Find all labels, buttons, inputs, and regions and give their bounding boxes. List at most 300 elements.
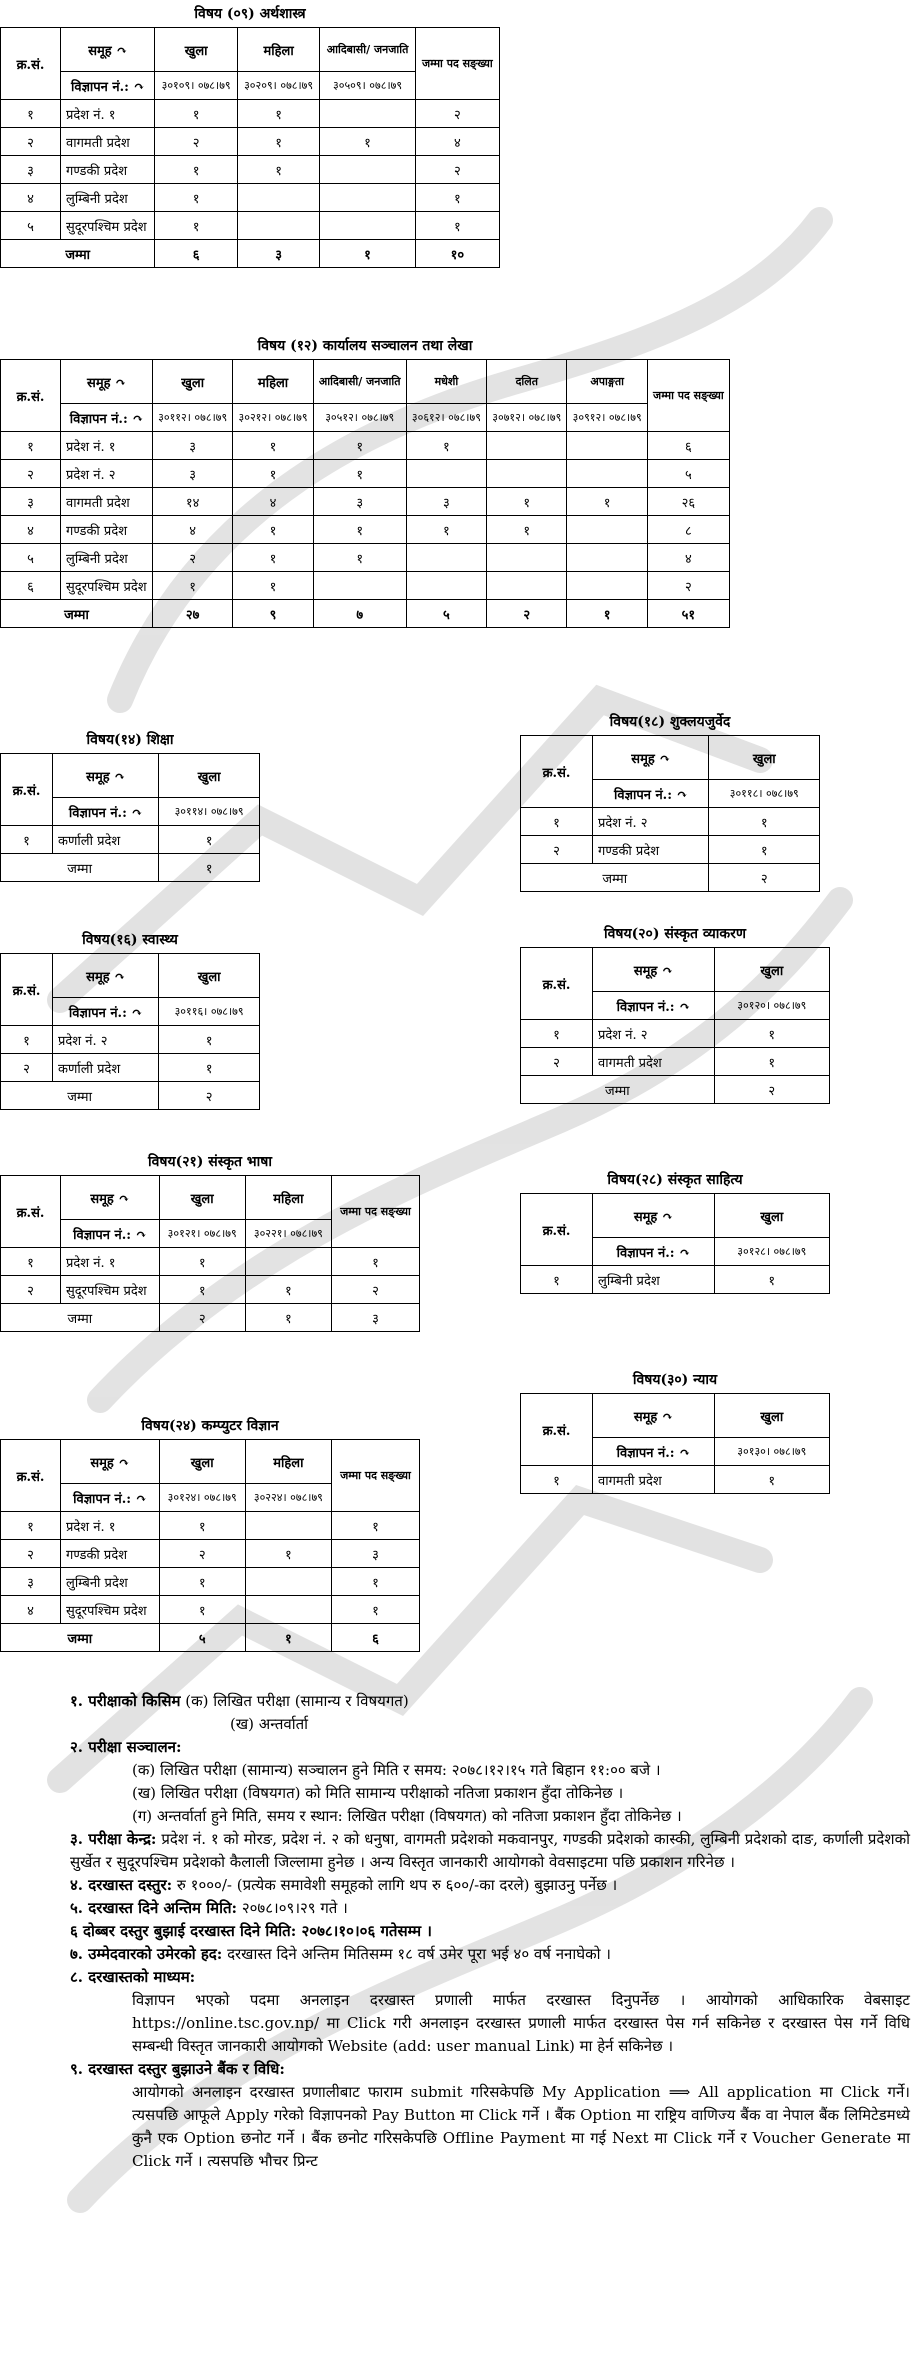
value-cell: १ (1, 826, 53, 854)
header-serial: क्र.सं. (1, 360, 61, 432)
ad-no: ३०११२। ०७८।७९ (152, 404, 232, 432)
value-cell: १ (1, 1248, 61, 1276)
header-ad-no: विज्ञापन नं.: ↷ (61, 72, 155, 100)
table-row (1, 1568, 420, 1596)
header-group: समूह ↷ (593, 1194, 715, 1238)
value-cell: १ (159, 1596, 245, 1624)
table-row (1, 128, 500, 156)
header-women: महिला (245, 1176, 331, 1220)
value-cell: २ (1, 460, 61, 488)
value-cell: १ (233, 432, 313, 460)
table-row (1, 1512, 420, 1540)
value-cell: १ (331, 1596, 419, 1624)
province-cell: प्रदेश नं. २ (593, 1020, 715, 1048)
header-ad-no: विज्ञापन नं.: ↷ (53, 798, 159, 826)
value-cell (487, 460, 567, 488)
header-open: खुला (155, 28, 237, 72)
value-cell: १ (521, 1266, 593, 1294)
total-cell: ५ (159, 1624, 245, 1652)
value-cell: ४ (1, 1596, 61, 1624)
value-cell: १ (313, 460, 406, 488)
ad-no: ३०११६। ०७८।७९ (159, 998, 260, 1026)
ad-no: ३०१२०। ०७८।७९ (714, 992, 829, 1020)
header-open: खुला (159, 1176, 245, 1220)
value-cell: २ (152, 544, 232, 572)
header-serial: क्र.सं. (521, 1194, 593, 1266)
value-cell: २ (1, 1540, 61, 1568)
value-cell: ३ (1, 488, 61, 516)
value-cell: १ (155, 100, 237, 128)
ad-no: ३०११८। ०७८।७९ (709, 780, 820, 808)
header-indigenous: आदिबासी/ जनजाति (313, 360, 406, 404)
note-4: ४. दरखास्त दस्तुर: रु १०००/- (प्रत्येक समावेशी समूहको लागि थप रु ६००/-का दरले) बुझाउनु पर्नेछ । (70, 1876, 618, 1894)
table-14-title: विषय(१४) शिक्षा (86, 732, 174, 748)
ad-no: ३०५०९। ०७८।७९ (320, 72, 415, 100)
header-disabled: अपाङ्गता (567, 360, 647, 404)
value-cell: १ (1, 432, 61, 460)
value-cell: ५ (647, 460, 729, 488)
value-cell (245, 1596, 331, 1624)
table-row (1, 212, 500, 240)
province-cell: लुम्बिनी प्रदेश (61, 184, 155, 212)
value-cell: १ (331, 1512, 419, 1540)
value-cell: २६ (647, 488, 729, 516)
note-1-b: (ख) अन्तर्वार्ता (230, 1715, 309, 1733)
table-row (521, 1266, 830, 1294)
table-21-block (0, 1152, 420, 1332)
note-7: ७. उम्मेदवारको उमेरको हद: दरखास्त दिने अन्तिम मितिसम्म १८ वर्ष उमेर पूरा भई ४० वर्ष ननाघेको । (70, 1945, 611, 1963)
value-cell: २ (415, 100, 499, 128)
header-dalit: दलित (487, 360, 567, 404)
value-cell: १ (159, 1276, 245, 1304)
ad-no: ३०५१२। ०७८।७९ (313, 404, 406, 432)
header-women: महिला (233, 360, 313, 404)
table-16-block (0, 930, 260, 1110)
value-cell: १ (1, 1026, 53, 1054)
value-cell: १ (237, 128, 319, 156)
table-18 (520, 735, 820, 892)
total-cell: १ (245, 1304, 331, 1332)
value-cell: ३ (152, 460, 232, 488)
province-cell: वागमती प्रदेश (593, 1466, 715, 1494)
value-cell: ६ (1, 572, 61, 600)
header-serial: क्र.सं. (1, 954, 53, 1026)
value-cell: ८ (647, 516, 729, 544)
value-cell: ४ (1, 516, 61, 544)
value-cell: ४ (152, 516, 232, 544)
header-group: समूह ↷ (53, 754, 159, 798)
note-5: ५. दरखास्त दिने अन्तिम मिति: २०७८।०९।२९ गते । (70, 1899, 348, 1917)
total-cell: २७ (152, 600, 232, 628)
value-cell: १४ (152, 488, 232, 516)
table-row (521, 1048, 830, 1076)
value-cell (567, 572, 647, 600)
value-cell: १ (521, 1020, 593, 1048)
province-cell: गण्डकी प्रदेश (61, 516, 153, 544)
value-cell: १ (487, 516, 567, 544)
note-1: १. परीक्षाको किसिम (क) लिखित परीक्षा (सामान्य र विषयगत) (70, 1692, 409, 1710)
total-cell: ३ (237, 240, 319, 268)
header-total-posts: जम्मा पद सङ्ख्या (647, 360, 729, 432)
value-cell (487, 432, 567, 460)
ad-no: ३०११४। ०७८।७९ (159, 798, 260, 826)
table-28-title: विषय(२८) संस्कृत साहित्य (607, 1172, 743, 1188)
value-cell: १ (567, 488, 647, 516)
value-cell (567, 544, 647, 572)
province-cell: कर्णाली प्रदेश (53, 1054, 159, 1082)
province-cell: प्रदेश नं. २ (593, 808, 709, 836)
value-cell: १ (152, 572, 232, 600)
value-cell: १ (159, 1026, 260, 1054)
province-cell: प्रदेश नं. २ (53, 1026, 159, 1054)
value-cell (406, 460, 486, 488)
province-cell: सुदूरपश्चिम प्रदेश (61, 1276, 160, 1304)
value-cell: १ (313, 432, 406, 460)
value-cell (245, 1512, 331, 1540)
table-18-title: विषय(१८) शुक्लयजुर्वेद (609, 714, 731, 730)
value-cell (320, 156, 415, 184)
table-row (1, 1248, 420, 1276)
value-cell: १ (709, 808, 820, 836)
value-cell: १ (415, 212, 499, 240)
value-cell: १ (1, 1512, 61, 1540)
value-cell: १ (245, 1276, 331, 1304)
value-cell (313, 572, 406, 600)
note-8-text: विज्ञापन भएको पदमा अनलाइन दरखास्त प्रणाली मार्फत दरखास्त दिनुपर्नेछ । आयोगको आधिकारिक वेबसाइट https://online.tsc.gov.np/ मा Click गरी अनलाइन दरखास्त प्रणाली मार्फत दरखास्त पेस गर्न सकिनेछ र दरखास्त पेस गर्ने विधि सम्बन्धी विस्तृत जानकारी आयोगको Website (add: user manual Link) मा हेर्न सकिनेछ । (132, 1991, 910, 2055)
table-row (521, 808, 820, 836)
value-cell: १ (521, 808, 593, 836)
note-8: ८. दरखास्तको माध्यम: (70, 1968, 196, 1986)
header-madhesi: मधेशी (406, 360, 486, 404)
table-row (1, 184, 500, 212)
table-20-title: विषय(२०) संस्कृत व्याकरण (604, 926, 746, 942)
note-6: ६ दोब्बर दस्तुर बुझाई दरखास्त दिने मिति: २०७८।१०।०६ गतेसम्म । (70, 1922, 432, 1940)
table-row (1, 1540, 420, 1568)
value-cell: २ (1, 1276, 61, 1304)
total-label: जम्मा (1, 600, 153, 628)
table-30-title: विषय(३०) न्याय (632, 1372, 718, 1388)
table-12-title: विषय (१२) कार्यालय सञ्चालन तथा लेखा (257, 338, 473, 354)
header-group: समूह ↷ (593, 736, 709, 780)
province-cell: सुदूरपश्चिम प्रदेश (61, 212, 155, 240)
value-cell: २ (521, 1048, 593, 1076)
total-cell: १ (159, 854, 260, 882)
value-cell: १ (313, 544, 406, 572)
total-cell: २ (159, 1304, 245, 1332)
province-cell: प्रदेश नं. १ (61, 1248, 160, 1276)
header-women: महिला (245, 1440, 331, 1484)
value-cell: १ (331, 1568, 419, 1596)
total-cell: ९ (233, 600, 313, 628)
value-cell: ५ (1, 212, 61, 240)
note-2: २. परीक्षा सञ्चालन: (70, 1738, 182, 1756)
header-ad-no: विज्ञापन नं.: ↷ (53, 998, 159, 1026)
table-21-title: विषय(२१) संस्कृत भाषा (147, 1154, 272, 1170)
note-2-c: (ग) अन्तर्वार्ता हुने मिति, समय र स्थान: लिखित परीक्षा (विषयगत) को नतिजा प्रकाशन हुँदा तोकिनेछ । (132, 1807, 682, 1825)
header-ad-no: विज्ञापन नं.: ↷ (61, 1484, 160, 1512)
table-14-block (0, 730, 260, 882)
total-label: जम्मा (521, 1076, 715, 1104)
table-28 (520, 1193, 830, 1294)
header-serial: क्र.सं. (1, 1440, 61, 1512)
table-row (1, 156, 500, 184)
province-cell: प्रदेश नं. २ (61, 460, 153, 488)
table-row (1, 1054, 260, 1082)
value-cell: १ (233, 460, 313, 488)
value-cell: १ (155, 184, 237, 212)
table-row (521, 836, 820, 864)
header-ad-no: विज्ञापन नं.: ↷ (61, 1220, 160, 1248)
value-cell: ४ (415, 128, 499, 156)
ad-no: ३०१३०। ०७८।७९ (714, 1438, 829, 1466)
total-cell: ७ (313, 600, 406, 628)
value-cell: १ (233, 544, 313, 572)
table-row (1, 544, 730, 572)
header-group: समूह ↷ (61, 360, 153, 404)
table-09-block (0, 4, 500, 268)
header-ad-no: विज्ञापन नं.: ↷ (61, 404, 153, 432)
table-16 (0, 953, 260, 1110)
value-cell: १ (159, 1568, 245, 1596)
total-cell: ६ (155, 240, 237, 268)
value-cell (320, 100, 415, 128)
value-cell (567, 460, 647, 488)
value-cell (406, 544, 486, 572)
value-cell: ४ (647, 544, 729, 572)
table-row (1, 460, 730, 488)
total-label: जम्मा (1, 1624, 160, 1652)
value-cell: १ (313, 516, 406, 544)
header-ad-no: विज्ञापन नं.: ↷ (593, 992, 715, 1020)
value-cell (567, 516, 647, 544)
value-cell: २ (1, 128, 61, 156)
province-cell: प्रदेश नं. १ (61, 432, 153, 460)
table-16-title: विषय(१६) स्वास्थ्य (82, 932, 178, 948)
table-30-block (520, 1370, 830, 1494)
value-cell: १ (714, 1020, 829, 1048)
value-cell: २ (415, 156, 499, 184)
ad-no: ३०१२१। ०७८।७९ (159, 1220, 245, 1248)
value-cell: १ (415, 184, 499, 212)
value-cell: ३ (313, 488, 406, 516)
table-30 (520, 1393, 830, 1494)
value-cell: ४ (1, 184, 61, 212)
table-20 (520, 947, 830, 1104)
province-cell: सुदूरपश्चिम प्रदेश (61, 1596, 160, 1624)
value-cell (487, 544, 567, 572)
table-row (1, 432, 730, 460)
value-cell: १ (714, 1466, 829, 1494)
value-cell: १ (159, 1054, 260, 1082)
table-28-block (520, 1170, 830, 1294)
value-cell (237, 184, 319, 212)
province-cell: प्रदेश नं. १ (61, 1512, 160, 1540)
value-cell: ६ (647, 432, 729, 460)
header-total-posts: जम्मा पद सङ्ख्या (415, 28, 499, 100)
total-cell: ५१ (647, 600, 729, 628)
table-12-block (0, 336, 730, 628)
value-cell: ३ (1, 1568, 61, 1596)
note-9-text: आयोगको अनलाइन दरखास्त प्रणालीबाट फाराम submit गरिसकेपछि My Application ⟹ All application मा Click गर्ने। त्यसपछि आफूले Apply गरेको विज्ञापनको Pay Button मा Click गर्ने । बैंक Option मा राष्ट्रिय वाणिज्य बैंक वा नेपाल बैंक लिमिटेडमध्ये कुनै एक Option छनोट गर्ने । बैंक छनोट गरिसकेपछि Offline Payment मा गई Next मा Click गर्ने र Voucher Generate मा Click गर्ने । त्यसपछि भौचर प्रिन्ट (132, 2083, 910, 2170)
value-cell: २ (159, 1540, 245, 1568)
table-09 (0, 27, 500, 268)
table-21 (0, 1175, 420, 1332)
value-cell: ३ (1, 156, 61, 184)
header-women: महिला (237, 28, 319, 72)
province-cell: वागमती प्रदेश (593, 1048, 715, 1076)
ad-no: ३०२०९। ०७८।७९ (237, 72, 319, 100)
province-cell: सुदूरपश्चिम प्रदेश (61, 572, 153, 600)
total-cell: २ (709, 864, 820, 892)
total-cell: २ (159, 1082, 260, 1110)
value-cell: १ (159, 1512, 245, 1540)
ad-no: ३०१२४। ०७८।७९ (159, 1484, 245, 1512)
table-24-block (0, 1416, 420, 1652)
ad-no: ३०७१२। ०७८।७९ (487, 404, 567, 432)
table-row (1, 1596, 420, 1624)
value-cell: ५ (1, 544, 61, 572)
value-cell: २ (647, 572, 729, 600)
header-ad-no: विज्ञापन नं.: ↷ (593, 780, 709, 808)
value-cell: २ (1, 1054, 53, 1082)
header-open: खुला (159, 1440, 245, 1484)
total-cell: ५ (406, 600, 486, 628)
table-row (1, 100, 500, 128)
table-row (1, 1026, 260, 1054)
province-cell: लुम्बिनी प्रदेश (593, 1266, 715, 1294)
value-cell: ३ (406, 488, 486, 516)
province-cell: वागमती प्रदेश (61, 488, 153, 516)
table-row (1, 516, 730, 544)
ad-no: ३०२१२। ०७८।७९ (233, 404, 313, 432)
instructions (70, 1690, 910, 2173)
total-cell: १ (245, 1624, 331, 1652)
header-serial: क्र.सं. (521, 736, 593, 808)
province-cell: गण्डकी प्रदेश (61, 1540, 160, 1568)
table-row (1, 488, 730, 516)
header-indigenous: आदिबासी/ जनजाति (320, 28, 415, 72)
header-group: समूह ↷ (61, 1440, 160, 1484)
value-cell: १ (237, 100, 319, 128)
header-open: खुला (714, 1394, 829, 1438)
province-cell: कर्णाली प्रदेश (53, 826, 159, 854)
value-cell: २ (521, 836, 593, 864)
header-group: समूह ↷ (61, 1176, 160, 1220)
value-cell: ३ (152, 432, 232, 460)
total-label: जम्मा (1, 854, 159, 882)
header-serial: क्र.सं. (1, 1176, 61, 1248)
table-14 (0, 753, 260, 882)
table-09-title: विषय (०९) अर्थशास्त्र (194, 6, 306, 22)
note-2-a: (क) लिखित परीक्षा (सामान्य) सञ्चालन हुने मिति र समय: २०७८।१२।१५ गते बिहान ११:०० बजे । (132, 1761, 661, 1779)
value-cell (320, 212, 415, 240)
total-label: जम्मा (1, 1082, 159, 1110)
note-9: ९. दरखास्त दस्तुर बुझाउने बैंक र विधि: (70, 2060, 285, 2078)
value-cell: २ (155, 128, 237, 156)
value-cell: १ (155, 156, 237, 184)
header-open: खुला (159, 754, 260, 798)
value-cell (567, 432, 647, 460)
total-cell: १० (415, 240, 499, 268)
province-cell: प्रदेश नं. १ (61, 100, 155, 128)
total-cell: १ (320, 240, 415, 268)
note-2-b: (ख) लिखित परीक्षा (विषयगत) को मिति सामान्य परीक्षाको नतिजा प्रकाशन हुँदा तोकिनेछ । (132, 1784, 624, 1802)
value-cell: १ (521, 1466, 593, 1494)
table-12 (0, 359, 730, 628)
value-cell (487, 572, 567, 600)
header-total-posts: जम्मा पद सङ्ख्या (331, 1440, 419, 1512)
value-cell: ३ (331, 1540, 419, 1568)
ad-no: ३०१२८। ०७८।७९ (714, 1238, 829, 1266)
ad-no: ३०६१२। ०७८।७९ (406, 404, 486, 432)
table-row (521, 1466, 830, 1494)
value-cell: १ (159, 826, 260, 854)
province-cell: लुम्बिनी प्रदेश (61, 544, 153, 572)
total-cell: २ (487, 600, 567, 628)
value-cell: १ (245, 1540, 331, 1568)
province-cell: गण्डकी प्रदेश (61, 156, 155, 184)
header-serial: क्र.सं. (521, 1394, 593, 1466)
table-row (521, 1020, 830, 1048)
table-row (1, 572, 730, 600)
note-3: ३. परीक्षा केन्द्र: प्रदेश नं. १ को मोरङ, प्रदेश नं. २ को धनुषा, वागमती प्रदेशको मकवानपुर, गण्डकी प्रदेशको कास्की, लुम्बिनी प्रदेशको दाङ, कर्णाली प्रदेशको सुर्खेत र सुदूरपश्चिम प्रदेशको कैलाली जिल्लामा हुनेछ । अन्य विस्तृत जानकारी आयोगको वेवसाइटमा पछि प्रकाशन गरिनेछ । (70, 1830, 910, 1871)
header-group: समूह ↷ (61, 28, 155, 72)
header-open: खुला (714, 948, 829, 992)
value-cell: १ (714, 1266, 829, 1294)
province-cell: वागमती प्रदेश (61, 128, 155, 156)
ad-no: ३०१०९। ०७८।७९ (155, 72, 237, 100)
total-cell: ६ (331, 1624, 419, 1652)
table-row (1, 826, 260, 854)
total-label: जम्मा (1, 240, 155, 268)
table-20-block (520, 924, 830, 1104)
value-cell: १ (406, 432, 486, 460)
header-serial: क्र.सं. (521, 948, 593, 1020)
value-cell: १ (714, 1048, 829, 1076)
value-cell (245, 1248, 331, 1276)
value-cell: २ (331, 1276, 419, 1304)
value-cell: १ (320, 128, 415, 156)
header-open: खुला (714, 1194, 829, 1238)
value-cell (245, 1568, 331, 1596)
table-24 (0, 1439, 420, 1652)
value-cell: १ (159, 1248, 245, 1276)
header-ad-no: विज्ञापन नं.: ↷ (593, 1238, 715, 1266)
province-cell: लुम्बिनी प्रदेश (61, 1568, 160, 1596)
header-group: समूह ↷ (593, 1394, 715, 1438)
header-serial: क्र.सं. (1, 28, 61, 100)
ad-no: ३०९१२। ०७८।७९ (567, 404, 647, 432)
table-18-block (520, 712, 820, 892)
value-cell: १ (331, 1248, 419, 1276)
value-cell (237, 212, 319, 240)
value-cell: १ (709, 836, 820, 864)
value-cell: १ (233, 572, 313, 600)
total-cell: १ (567, 600, 647, 628)
ad-no: ३०२२१। ०७८।७९ (245, 1220, 331, 1248)
value-cell (406, 572, 486, 600)
value-cell: १ (237, 156, 319, 184)
value-cell: १ (487, 488, 567, 516)
header-group: समूह ↷ (593, 948, 715, 992)
header-total-posts: जम्मा पद सङ्ख्या (331, 1176, 419, 1248)
total-cell: ३ (331, 1304, 419, 1332)
value-cell: १ (1, 100, 61, 128)
table-24-title: विषय(२४) कम्प्युटर विज्ञान (141, 1418, 279, 1434)
value-cell (320, 184, 415, 212)
total-label: जम्मा (521, 864, 709, 892)
ad-no: ३०२२४। ०७८।७९ (245, 1484, 331, 1512)
